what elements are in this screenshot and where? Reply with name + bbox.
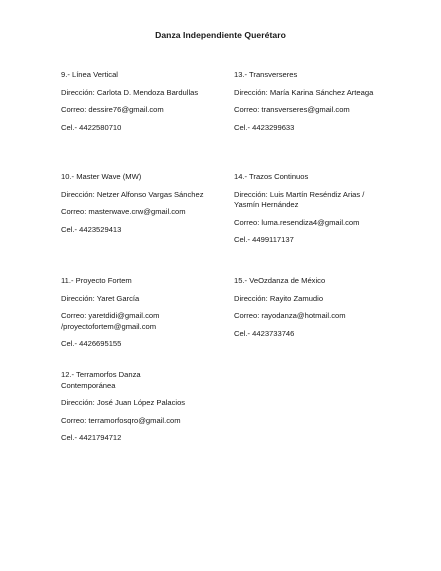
group-email: Correo: terramorfosqro@gmail.com bbox=[61, 415, 181, 425]
group-director: Dirección: Rayito Zamudio bbox=[234, 293, 324, 303]
group-name: 10.- Master Wave (MW) bbox=[61, 172, 142, 181]
group-entry-transverseres bbox=[234, 70, 384, 133]
group-entry-linea-vertical bbox=[61, 70, 211, 133]
group-email: Correo: rayodanza@hotmail.com bbox=[234, 311, 346, 320]
group-email: Correo: dessire76@gmail.com bbox=[61, 105, 164, 114]
group-entry-veozdanza bbox=[234, 276, 384, 339]
group-phone: Cel.- 4422580710 bbox=[61, 122, 122, 132]
group-phone: Cel.- 4421794712 bbox=[61, 433, 122, 442]
group-email: Correo: masterwave.crw@gmail.com bbox=[61, 207, 186, 216]
group-phone: Cel.- 4423529413 bbox=[61, 224, 122, 234]
group-phone: Cel.- 4499117137 bbox=[234, 235, 294, 244]
group-entry-trazos-continuos bbox=[234, 172, 384, 246]
group-director: Dirección: Carlota D. Mendoza Bardullas bbox=[61, 87, 199, 97]
group-name: 14.- Trazos Continuos bbox=[234, 172, 309, 181]
group-entry-master-wave bbox=[61, 172, 211, 235]
group-phone: Cel.- 4426695155 bbox=[61, 339, 122, 348]
group-name: 11.- Proyecto Fortem bbox=[61, 276, 132, 285]
group-director: Dirección: Luis Martín Reséndiz Arias / Yasmín Hernández bbox=[234, 189, 365, 209]
group-name: 15.- VeOzdanza de México bbox=[234, 276, 326, 285]
page-title: Danza Independiente Querétaro bbox=[155, 30, 286, 40]
group-name: 13.- Transverseres bbox=[234, 70, 298, 79]
group-entry-proyecto-fortem bbox=[61, 276, 211, 350]
group-email: Correo: yaretdidi@gmail.com /proyectofortem@gmail.com bbox=[61, 311, 160, 331]
group-director: Dirección: María Karina Sánchez Arteaga bbox=[234, 87, 374, 97]
group-director: Dirección: José Juan López Palacios bbox=[61, 398, 186, 407]
group-entry-terramorfos bbox=[61, 370, 196, 444]
group-email: Correo: transverseres@gmail.com bbox=[234, 105, 350, 114]
group-director: Dirección: Yaret García bbox=[61, 293, 140, 303]
group-phone: Cel.- 4423299633 bbox=[234, 122, 295, 132]
group-name: 12.- Terramorfos Danza Contemporánea bbox=[61, 370, 141, 390]
group-director: Dirección: Netzer Alfonso Vargas Sánchez bbox=[61, 189, 204, 199]
group-phone: Cel.- 4423733746 bbox=[234, 328, 295, 338]
group-name: 9.- Línea Vertical bbox=[61, 70, 118, 79]
group-email: Correo: luma.resendiza4@gmail.com bbox=[234, 217, 360, 227]
